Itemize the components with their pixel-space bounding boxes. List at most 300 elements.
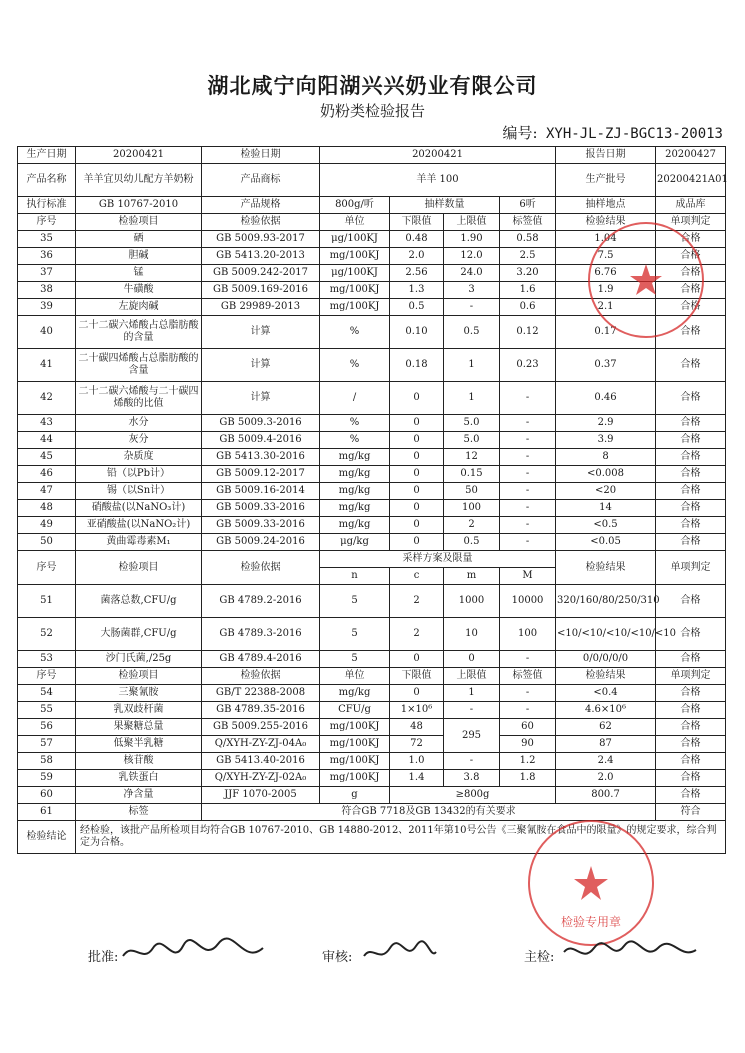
- row-result: 320/160/80/250/310: [556, 585, 656, 618]
- row-result: <0.4: [556, 685, 656, 702]
- row-unit: CFU/g: [320, 702, 390, 719]
- row-item: 标签: [76, 804, 202, 821]
- row-unit: μg/100KJ: [320, 231, 390, 248]
- row-no: 51: [18, 585, 76, 618]
- header-cell: 单项判定: [656, 214, 726, 231]
- row-result: 8: [556, 449, 656, 466]
- row-lower: 1.0: [390, 753, 444, 770]
- row-judge: 合格: [656, 265, 726, 282]
- table-row: [18, 500, 726, 517]
- conclusion-label: 检验结论: [18, 821, 76, 854]
- row-item: 硒: [76, 231, 202, 248]
- row-upper: 1: [444, 685, 500, 702]
- row-result: 14: [556, 500, 656, 517]
- row-lower: 0: [390, 685, 444, 702]
- row-lower: 0: [390, 466, 444, 483]
- info-label: 执行标准: [18, 197, 76, 214]
- row-requirement: 符合GB 7718及GB 13432的有关要求: [202, 804, 656, 821]
- row-basis: GB 5413.30-2016: [202, 449, 320, 466]
- row-upper: -: [444, 702, 500, 719]
- row-basis: GB 5413.20-2013: [202, 248, 320, 265]
- row-result: 6.76: [556, 265, 656, 282]
- row-no: 42: [18, 382, 76, 415]
- row-unit: g: [320, 787, 390, 804]
- row-M: -: [500, 651, 556, 668]
- row-no: 38: [18, 282, 76, 299]
- table-row: [18, 668, 726, 685]
- row-judge: 合格: [656, 770, 726, 787]
- row-item: 水分: [76, 415, 202, 432]
- header-cell: 检验依据: [202, 668, 320, 685]
- row-c: 0: [390, 651, 444, 668]
- row-no: 47: [18, 483, 76, 500]
- row-no: 60: [18, 787, 76, 804]
- row-label: -: [500, 534, 556, 551]
- row-upper: -: [444, 753, 500, 770]
- row-no: 58: [18, 753, 76, 770]
- table-row: [18, 719, 726, 736]
- header-cell: m: [444, 568, 500, 585]
- row-label: -: [500, 500, 556, 517]
- info-value: GB 10767-2010: [76, 197, 202, 214]
- row-item: 核苷酸: [76, 753, 202, 770]
- header-cell: 单项判定: [656, 668, 726, 685]
- table-row: [18, 517, 726, 534]
- row-item: 二十二碳六烯酸与二十碳四烯酸的比值: [76, 382, 202, 415]
- row-lower: 0: [390, 500, 444, 517]
- row-basis: GB 5009.3-2016: [202, 415, 320, 432]
- row-lower: 0.5: [390, 299, 444, 316]
- row-lower: 0.10: [390, 316, 444, 349]
- row-unit: mg/100KJ: [320, 770, 390, 787]
- info-value: 羊羊宜贝幼儿配方羊奶粉: [76, 164, 202, 197]
- info-row: [18, 147, 726, 164]
- row-basis: GB 4789.3-2016: [202, 618, 320, 651]
- row-item: 二十碳四烯酸占总脂肪酸的含量: [76, 349, 202, 382]
- row-upper: 1.90: [444, 231, 500, 248]
- row-result: 4.6×10⁶: [556, 702, 656, 719]
- row-label: -: [500, 685, 556, 702]
- row-label: 0.6: [500, 299, 556, 316]
- row-no: 48: [18, 500, 76, 517]
- row-basis: 计算: [202, 316, 320, 349]
- header-cell: 单位: [320, 214, 390, 231]
- row-unit: mg/kg: [320, 517, 390, 534]
- row-upper: 5.0: [444, 432, 500, 449]
- info-value: 20200427: [656, 147, 726, 164]
- row-upper: 295: [444, 719, 500, 753]
- row-label: -: [500, 449, 556, 466]
- row-no: 37: [18, 265, 76, 282]
- row-no: 40: [18, 316, 76, 349]
- row-item: 胆碱: [76, 248, 202, 265]
- header-cell: 单位: [320, 668, 390, 685]
- row-n: 5: [320, 651, 390, 668]
- row-basis: 计算: [202, 349, 320, 382]
- header-cell: 标签值: [500, 668, 556, 685]
- row-unit: mg/100KJ: [320, 282, 390, 299]
- header-cell: c: [390, 568, 444, 585]
- row-judge: 合格: [656, 415, 726, 432]
- row-label: 1.8: [500, 770, 556, 787]
- info-row: [18, 164, 726, 197]
- row-result: <20: [556, 483, 656, 500]
- row-label: -: [500, 517, 556, 534]
- row-upper: 3.8: [444, 770, 500, 787]
- stamp-star-icon: [530, 822, 652, 944]
- row-n: 5: [320, 585, 390, 618]
- row-c: 2: [390, 618, 444, 651]
- table-row: [18, 770, 726, 787]
- row-judge: 合格: [656, 432, 726, 449]
- row-lower: 0: [390, 483, 444, 500]
- row-judge: 合格: [656, 316, 726, 349]
- info-label: 产品商标: [202, 164, 320, 197]
- row-unit: %: [320, 432, 390, 449]
- row-upper: 1: [444, 382, 500, 415]
- row-upper: 0.5: [444, 316, 500, 349]
- row-unit: mg/kg: [320, 500, 390, 517]
- row-no: 41: [18, 349, 76, 382]
- row-item: 杂质度: [76, 449, 202, 466]
- row-no: 61: [18, 804, 76, 821]
- row-judge: 合格: [656, 449, 726, 466]
- row-lower: 48: [390, 719, 444, 736]
- row-no: 52: [18, 618, 76, 651]
- row-lower: 0.18: [390, 349, 444, 382]
- row-M: 10000: [500, 585, 556, 618]
- row-item: 菌落总数,CFU/g: [76, 585, 202, 618]
- row-lower: 0: [390, 415, 444, 432]
- row-judge: 合格: [656, 534, 726, 551]
- table-row: [18, 787, 726, 804]
- header-cell: 下限值: [390, 214, 444, 231]
- row-item: 沙门氏菌,/25g: [76, 651, 202, 668]
- row-unit: μg/kg: [320, 534, 390, 551]
- table-row: [18, 736, 726, 753]
- row-no: 43: [18, 415, 76, 432]
- row-no: 46: [18, 466, 76, 483]
- row-judge: 合格: [656, 702, 726, 719]
- red-stamp-2: [528, 820, 654, 946]
- row-judge: 合格: [656, 685, 726, 702]
- row-no: 53: [18, 651, 76, 668]
- approve-signature: [118, 936, 268, 970]
- row-c: 2: [390, 585, 444, 618]
- row-judge: 合格: [656, 483, 726, 500]
- row-upper: 3: [444, 282, 500, 299]
- row-M: 100: [500, 618, 556, 651]
- table-row: [18, 349, 726, 382]
- row-result: 7.5: [556, 248, 656, 265]
- row-judge: 合格: [656, 299, 726, 316]
- info-label: 抽样地点: [556, 197, 656, 214]
- row-lower: 0: [390, 534, 444, 551]
- company-title: 湖北咸宁向阳湖兴兴奶业有限公司: [207, 73, 538, 98]
- row-label: -: [500, 466, 556, 483]
- row-basis: GB 4789.4-2016: [202, 651, 320, 668]
- row-result: 0/0/0/0/0: [556, 651, 656, 668]
- row-unit: %: [320, 316, 390, 349]
- info-label: 检验日期: [202, 147, 320, 164]
- table-row: [18, 466, 726, 483]
- row-label: 0.12: [500, 316, 556, 349]
- info-label: 生产批号: [556, 164, 656, 197]
- row-judge: 合格: [656, 231, 726, 248]
- row-judge: 合格: [656, 787, 726, 804]
- row-label: 90: [500, 736, 556, 753]
- header-cell: 检验项目: [76, 214, 202, 231]
- row-result: <0.5: [556, 517, 656, 534]
- header-cell: 检验结果: [556, 551, 656, 585]
- row-label: 3.20: [500, 265, 556, 282]
- row-result: 1.04: [556, 231, 656, 248]
- row-no: 59: [18, 770, 76, 787]
- row-judge: 合格: [656, 618, 726, 651]
- row-label: -: [500, 415, 556, 432]
- row-basis: Q/XYH-ZY-ZJ-02A₀: [202, 770, 320, 787]
- row-basis: GB 5413.40-2016: [202, 753, 320, 770]
- row-result: 800.7: [556, 787, 656, 804]
- row-result: 2.9: [556, 415, 656, 432]
- row-upper: -: [444, 299, 500, 316]
- approve-label: 批准:: [88, 950, 119, 965]
- row-upper: 50: [444, 483, 500, 500]
- header-cell: 上限值: [444, 214, 500, 231]
- review-signature: [360, 938, 440, 968]
- table-row: [18, 415, 726, 432]
- info-value: 800g/听: [320, 197, 390, 214]
- row-no: 57: [18, 736, 76, 753]
- row-judge: 合格: [656, 500, 726, 517]
- stamp-star-icon: [590, 224, 702, 336]
- row-no: 54: [18, 685, 76, 702]
- row-unit: mg/kg: [320, 449, 390, 466]
- row-no: 45: [18, 449, 76, 466]
- header-cell: 下限值: [390, 668, 444, 685]
- info-label: 报告日期: [556, 147, 656, 164]
- row-label: -: [500, 382, 556, 415]
- row-result: 0.37: [556, 349, 656, 382]
- row-lower: ≥800g: [390, 787, 556, 804]
- row-basis: GB 5009.33-2016: [202, 517, 320, 534]
- info-label: 生产日期: [18, 147, 76, 164]
- info-value: 6听: [500, 197, 556, 214]
- table-row: [18, 483, 726, 500]
- row-upper: 100: [444, 500, 500, 517]
- row-upper: 0.15: [444, 466, 500, 483]
- row-basis: JJF 1070-2005: [202, 787, 320, 804]
- info-value: 羊羊 100: [320, 164, 556, 197]
- row-judge: 合格: [656, 382, 726, 415]
- row-item: 铅（以Pb计）: [76, 466, 202, 483]
- report-number: [502, 122, 723, 143]
- row-no: 49: [18, 517, 76, 534]
- info-value: 20200421: [76, 147, 202, 164]
- row-item: 果聚糖总量: [76, 719, 202, 736]
- row-item: 二十二碳六烯酸占总脂肪酸的含量: [76, 316, 202, 349]
- row-basis: GB 5009.16-2014: [202, 483, 320, 500]
- row-unit: mg/100KJ: [320, 753, 390, 770]
- row-basis: GB 5009.93-2017: [202, 231, 320, 248]
- review-label: 审核:: [322, 950, 353, 965]
- row-result: <0.05: [556, 534, 656, 551]
- stamp-text: 检验专用章: [560, 915, 622, 929]
- row-lower: 0: [390, 517, 444, 534]
- row-item: 亚硝酸盐(以NaNO₂计): [76, 517, 202, 534]
- row-lower: 2.56: [390, 265, 444, 282]
- row-judge: 合格: [656, 248, 726, 265]
- row-result: 0.46: [556, 382, 656, 415]
- row-item: 左旋肉碱: [76, 299, 202, 316]
- conclusion-text: 经检验，该批产品所检项目均符合GB 10767-2010、GB 14880-2012、2011年第10号公告《三聚氰胺在食品中的限量》的规定要求，综合判定为合格。: [76, 821, 726, 854]
- report-number-value: XYH-JL-ZJ-BGC13-20013: [545, 126, 723, 142]
- row-unit: %: [320, 415, 390, 432]
- row-basis: GB 29989-2013: [202, 299, 320, 316]
- header-cell: 序号: [18, 668, 76, 685]
- table-row: [18, 651, 726, 668]
- row-judge: 合格: [656, 349, 726, 382]
- info-label: 产品名称: [18, 164, 76, 197]
- row-item: 乳双歧杆菌: [76, 702, 202, 719]
- row-lower: 0: [390, 432, 444, 449]
- chief-label: 主检:: [524, 950, 555, 965]
- row-result: 1.9: [556, 282, 656, 299]
- header-cell: 检验结果: [556, 214, 656, 231]
- row-m: 0: [444, 651, 500, 668]
- row-lower: 72: [390, 736, 444, 753]
- row-upper: 1: [444, 349, 500, 382]
- row-result: 3.9: [556, 432, 656, 449]
- header-cell: n: [320, 568, 390, 585]
- row-no: 44: [18, 432, 76, 449]
- row-basis: GB 5009.33-2016: [202, 500, 320, 517]
- row-judge: 合格: [656, 719, 726, 736]
- row-judge: 合格: [656, 651, 726, 668]
- row-judge: 合格: [656, 466, 726, 483]
- row-upper: 12: [444, 449, 500, 466]
- row-item: 低聚半乳糖: [76, 736, 202, 753]
- row-unit: mg/kg: [320, 466, 390, 483]
- row-basis: 计算: [202, 382, 320, 415]
- row-label: -: [500, 432, 556, 449]
- row-judge: 合格: [656, 736, 726, 753]
- row-lower: 1.4: [390, 770, 444, 787]
- row-unit: mg/100KJ: [320, 719, 390, 736]
- table-row: [18, 753, 726, 770]
- row-lower: 1×10⁶: [390, 702, 444, 719]
- row-unit: mg/kg: [320, 483, 390, 500]
- row-upper: 24.0: [444, 265, 500, 282]
- row-item: 灰分: [76, 432, 202, 449]
- row-lower: 1.3: [390, 282, 444, 299]
- table-row: [18, 618, 726, 651]
- row-n: 5: [320, 618, 390, 651]
- row-unit: mg/100KJ: [320, 299, 390, 316]
- red-stamp-1: [588, 222, 704, 338]
- row-item: 硝酸盐(以NaNO₃计): [76, 500, 202, 517]
- row-item: 乳铁蛋白: [76, 770, 202, 787]
- table-row: [18, 685, 726, 702]
- header-cell: 检验项目: [76, 551, 202, 585]
- row-no: 35: [18, 231, 76, 248]
- info-row: [18, 197, 726, 214]
- row-basis: GB/T 22388-2008: [202, 685, 320, 702]
- info-label: 产品规格: [202, 197, 320, 214]
- header-cell: 上限值: [444, 668, 500, 685]
- info-value: 成品库: [656, 197, 726, 214]
- header-cell: 检验依据: [202, 214, 320, 231]
- table-row: [18, 382, 726, 415]
- row-result: 87: [556, 736, 656, 753]
- row-item: 牛磺酸: [76, 282, 202, 299]
- row-no: 36: [18, 248, 76, 265]
- row-item: 锰: [76, 265, 202, 282]
- row-no: 56: [18, 719, 76, 736]
- row-label: 60: [500, 719, 556, 736]
- info-label: 抽样数量: [390, 197, 500, 214]
- report-number-label: 编号:: [502, 124, 538, 142]
- table-row: [18, 449, 726, 466]
- info-value: 20200421: [320, 147, 556, 164]
- row-item: 大肠菌群,CFU/g: [76, 618, 202, 651]
- row-m: 10: [444, 618, 500, 651]
- row-judge: 合格: [656, 753, 726, 770]
- table-row: [18, 534, 726, 551]
- row-label: -: [500, 702, 556, 719]
- row-item: 锡（以Sn计）: [76, 483, 202, 500]
- row-item: 净含量: [76, 787, 202, 804]
- header-cell: 检验依据: [202, 551, 320, 585]
- row-judge: 合格: [656, 585, 726, 618]
- row-lower: 0.48: [390, 231, 444, 248]
- row-upper: 2: [444, 517, 500, 534]
- row-basis: GB 5009.242-2017: [202, 265, 320, 282]
- table-row: [18, 432, 726, 449]
- row-label: 0.23: [500, 349, 556, 382]
- row-basis: GB 5009.24-2016: [202, 534, 320, 551]
- row-lower: 2.0: [390, 248, 444, 265]
- row-label: 0.58: [500, 231, 556, 248]
- table-row: [18, 585, 726, 618]
- report-title: 奶粉类检验报告: [319, 102, 425, 120]
- row-no: 39: [18, 299, 76, 316]
- row-item: 三聚氰胺: [76, 685, 202, 702]
- row-no: 55: [18, 702, 76, 719]
- row-lower: 0: [390, 449, 444, 466]
- row-basis: GB 4789.35-2016: [202, 702, 320, 719]
- table-row: [18, 804, 726, 821]
- row-result: <0.008: [556, 466, 656, 483]
- row-unit: /: [320, 382, 390, 415]
- header-cell: 采样方案及限量: [320, 551, 556, 568]
- row-judge: 符合: [656, 804, 726, 821]
- row-no: 50: [18, 534, 76, 551]
- row-basis: GB 4789.2-2016: [202, 585, 320, 618]
- row-upper: 5.0: [444, 415, 500, 432]
- info-value: 20200421A01: [656, 164, 726, 197]
- header-cell: 单项判定: [656, 551, 726, 585]
- row-m: 1000: [444, 585, 500, 618]
- row-item: 黄曲霉毒素M₁: [76, 534, 202, 551]
- row-basis: GB 5009.169-2016: [202, 282, 320, 299]
- row-lower: 0: [390, 382, 444, 415]
- row-result: 2.0: [556, 770, 656, 787]
- row-result: 2.1: [556, 299, 656, 316]
- row-result: 2.4: [556, 753, 656, 770]
- row-unit: μg/100KJ: [320, 265, 390, 282]
- row-upper: 0.5: [444, 534, 500, 551]
